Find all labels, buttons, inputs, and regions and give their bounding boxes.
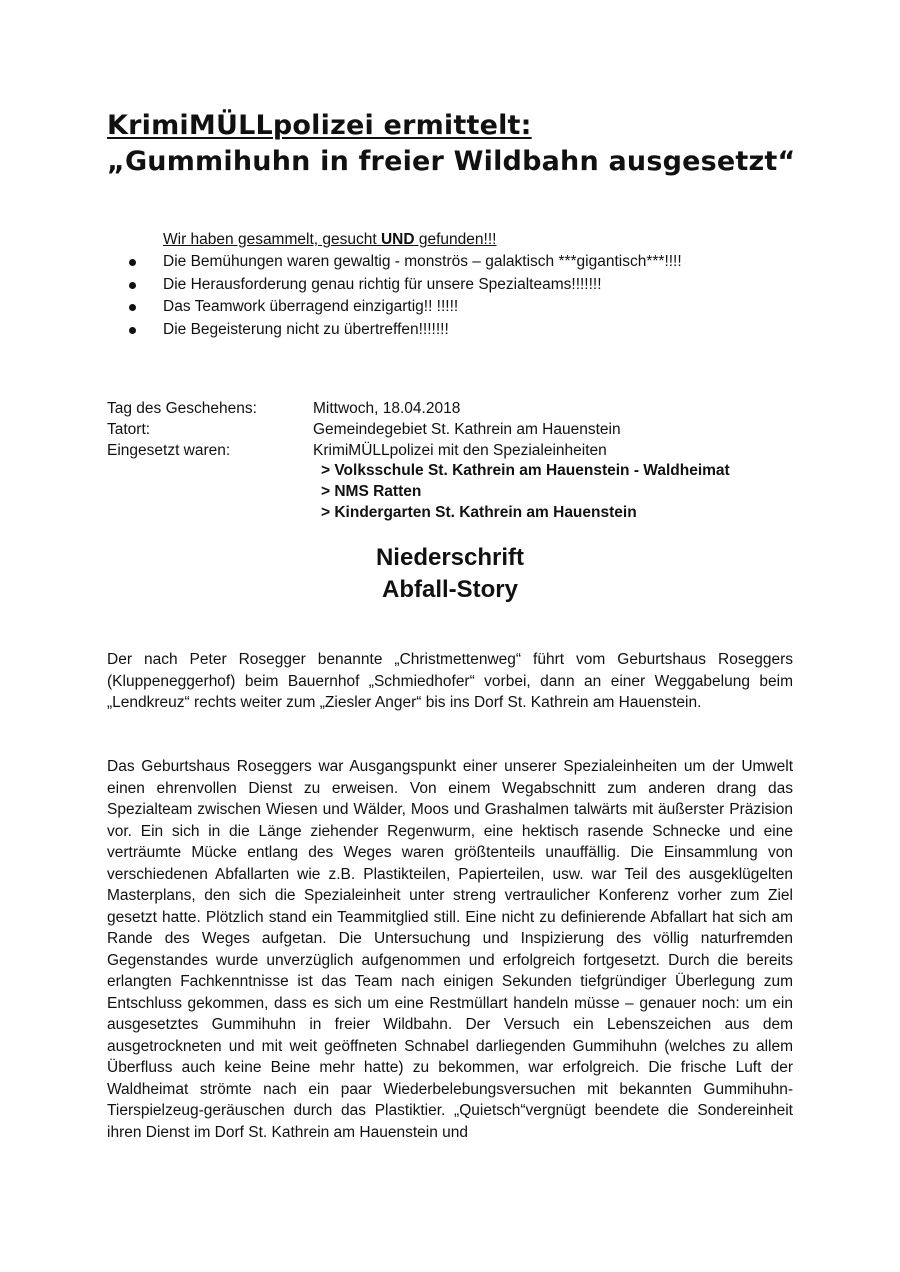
bullet-item: Die Bemühungen waren gewaltig - monströs – galaktisch ***gigantisch***!!!!: [125, 251, 682, 274]
intro-line: [163, 229, 496, 251]
fact-row-units: [107, 440, 621, 461]
section-heading: [0, 542, 900, 606]
document-title: [107, 108, 796, 180]
fact-row-date: [107, 398, 621, 419]
heading-line-2: Abfall-Story: [381, 576, 518, 603]
fact-value: Gemeindegebiet St. Kathrein am Hauenstein: [313, 421, 621, 438]
intro-text-after: gefunden!!!: [414, 231, 497, 248]
intro-text-before: Wir haben gesammelt, gesucht: [163, 231, 381, 248]
unit-list: [321, 460, 730, 523]
story-paragraph-1: Der nach Peter Rosegger benannte „Christmettenweg“ führt vom Geburtshaus Roseggers (Kluppeneggerhof) beim Bauernhof „Schmiedhofer“ vorbei, dann an einer Weggabelung beim „Lendkreuz“ rechts weiter zum „Ziesler Anger“ bis ins Dorf St. Kathrein am Hauenstein.: [107, 651, 793, 711]
title-line-2: „Gummihuhn in freier Wildbahn ausgesetzt“: [107, 146, 796, 177]
fact-value: Mittwoch, 18.04.2018: [313, 400, 461, 417]
bullet-item: Die Begeisterung nicht zu übertreffen!!!!!!!: [125, 319, 682, 342]
unit-item: > NMS Ratten: [321, 483, 422, 500]
unit-item: > Kindergarten St. Kathrein am Hauenstein: [321, 504, 637, 521]
unit-item: > Volksschule St. Kathrein am Hauenstein - Waldheimat: [321, 462, 730, 479]
story-paragraph-2: Das Geburtshaus Roseggers war Ausgangspunkt einer unserer Spezialeinheiten um der Umwelt einen ehrenvollen Dienst zu erweisen. Von einem Wegabschnitt zum anderen drang das Spezialteam zwischen Wiesen und Wälder, Moos und Grashalmen talwärts mit äußerster Präzision vor. Ein sich in die Länge ziehender Regenwurm, eine hektisch rasende Schnecke und eine verträumte Mücke entlang des Weges waren größtenteils unauffällig. Die Einsammlung von verschiedenen Abfallarten wie z.B. Plastikteilen, Papierteilen, usw. war Teil des ausgeklügelten Masterplans, den sich die Spezialeinheit unter streng vertraulicher Konferenz vorher zum Ziel gesetzt hatte. Plötzlich stand ein Teammitglied still. Eine nicht zu definierende Abfallart hat sich am Rande des Weges aufgetan. Die Untersuchung und Inspizierung des völlig naturfremden Gegenstandes wurde unverzüglich aufgenommen und erfolgreich fortgesetzt. Durch die bereits erlangten Fachkenntnisse ist das Team nach einigen Sekunden tiefgründiger Überlegung zum Entschluss gekommen, dass es sich um eine Restmüllart handeln müsse – genauer noch: um ein ausgesetztes Gummihuhn in freier Wildbahn. Der Versuch ein Lebenszeichen aus dem ausgetrockneten und mit weit geöffneten Schnabel darliegenden Gummihuhn (welches zu allem Überfluss auch keine Beine mehr hatte) zu bekommen, war erfolgreich. Die frische Luft der Waldheimat strömte nach ein paar Wiederbelebungsversuchen mit bekannten Gummihuhn-Tierspielzeug-geräuschen durch das Plastiktier. „Quietsch“vergnügt beendete die Sondereinheit ihren Dienst im Dorf St. Kathrein am Hauenstein und: [107, 758, 793, 1141]
fact-label: Eingesetzt waren:: [107, 442, 231, 459]
title-line-1: KrimiMÜLLpolizei ermittelt:: [107, 110, 532, 141]
fact-row-place: [107, 419, 621, 440]
bullet-item: Das Teamwork überragend einzigartig!! !!!!!: [125, 296, 682, 319]
bullet-item: Die Herausforderung genau richtig für unsere Spezialteams!!!!!!!: [125, 274, 682, 297]
fact-label: Tag des Geschehens:: [107, 400, 257, 417]
heading-line-1: Niederschrift: [375, 544, 525, 571]
bullet-list: [125, 251, 682, 341]
fact-label: Tatort:: [107, 421, 151, 438]
facts-block: [107, 398, 621, 461]
fact-value: KrimiMÜLLpolizei mit den Spezialeinheiten: [313, 442, 607, 459]
intro-text-bold: UND: [380, 231, 415, 248]
